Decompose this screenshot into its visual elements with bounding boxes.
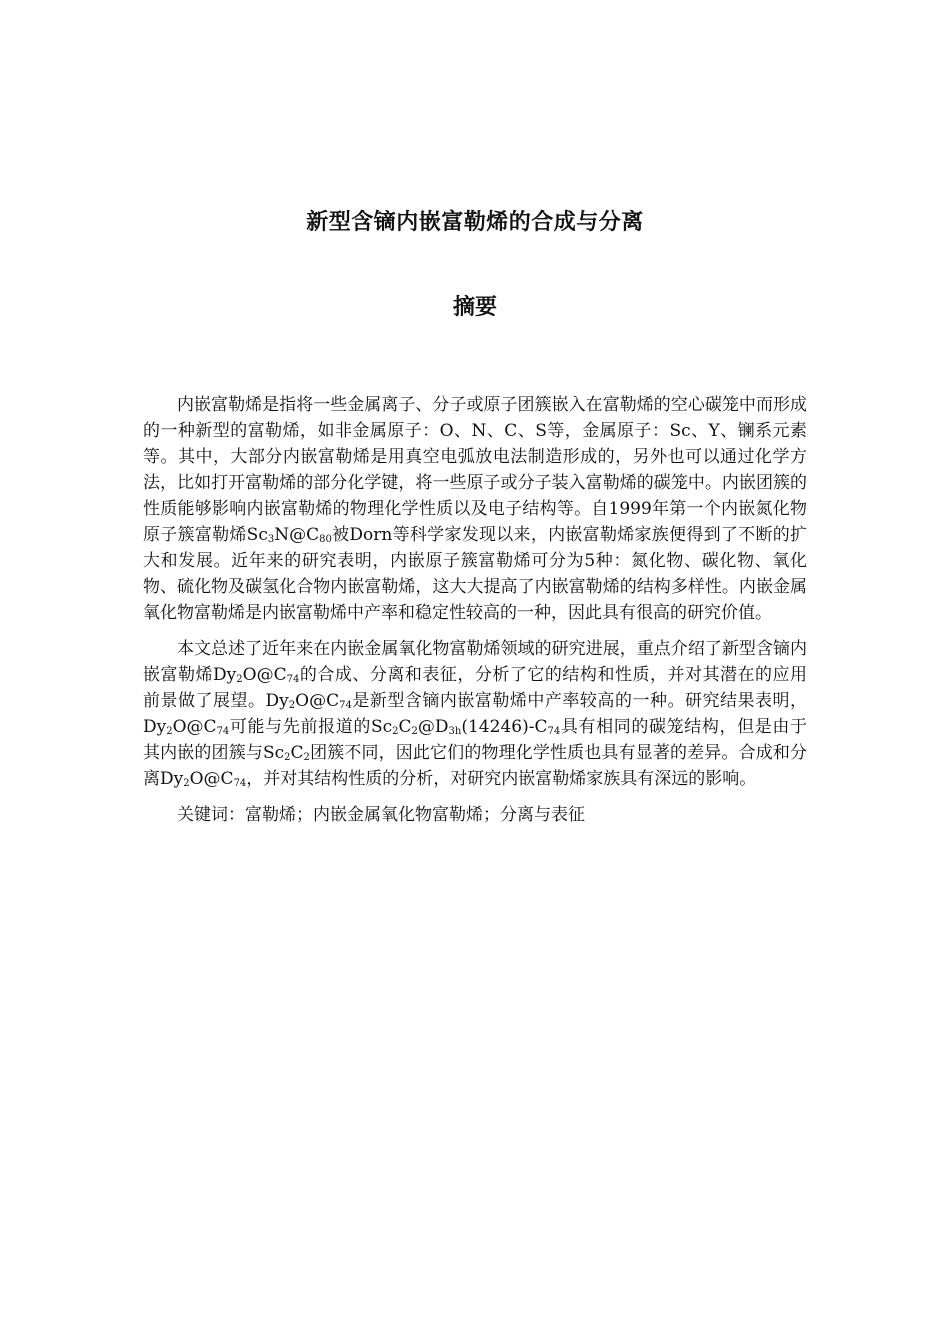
text-span: ，并对其结构性质的分析，对研究内嵌富勒烯家族具有深远的影响。 xyxy=(246,769,757,789)
text-span: 具有相同的碳笼结构，但是由于其内嵌的团簇与 xyxy=(143,717,808,763)
text-span: 可能与先前报道的 xyxy=(229,717,371,737)
text-span: 的合成、分离和表征，分析了它的结构和性质，并对其潜在的应用前景做了展望。 xyxy=(143,665,808,711)
abstract-heading: 摘要 xyxy=(452,294,497,320)
abstract-body xyxy=(143,392,807,828)
formula-dy2o-c74: $Dy_2O@C_{74}$ xyxy=(213,665,300,685)
abstract-paragraph-2 xyxy=(143,636,807,792)
formula-dy2o-c74: $Dy_2O@C_{74}$ xyxy=(160,769,247,789)
document-title: 新型含镝内嵌富勒烯的合成与分离 xyxy=(306,209,644,235)
text-span: 本文总述了近年来在内嵌金属氧化物富勒烯领域的研究进展，重点介绍了新型含镝内嵌富勒烯 xyxy=(143,639,807,685)
formula-sc3n-c80: $Sc_3N@C_{80}$ xyxy=(246,525,332,545)
text-span: 团簇不同，因此它们的物理化学性质也具有显著的差异。合成和分离 xyxy=(143,743,807,789)
formula-dy2o-c74: $Dy_2O@C_{74}$ xyxy=(265,691,352,711)
text-span: 被Dorn等科学家发现以来，内嵌富勒烯家族便得到了不断的扩大和发展。近年来的研究表明，内嵌原子簇富勒烯可分为5种：氮化物、碳化物、氧化物、硫化物及碳氢化合物内嵌富勒烯，这大大提高了内嵌富勒烯的结构多样性。内嵌金属氧化物富勒烯是内嵌富勒烯中产率和稳定性较高的一种，因此具有很高的研究价值。 xyxy=(143,525,807,623)
text-span: 是新型含镝内嵌富勒烯中产率较高的一种。研究结果表明， xyxy=(351,691,808,711)
abstract-paragraph-1 xyxy=(143,392,807,626)
keywords-line: 关键词：富勒烯；内嵌金属氧化物富勒烯；分离与表征 xyxy=(177,805,585,825)
formula-sc2c2: $Sc_2C_2$ xyxy=(262,743,310,763)
formula-c74: $C_{74}$ xyxy=(534,717,561,737)
formula-dy2o-c74: $Dy_2O@C_{74}$ xyxy=(143,717,230,737)
formula-sc2c2-d3h: $Sc_2C_2@D_{3h}(14246)-$ xyxy=(370,717,535,737)
text-span: 内嵌富勒烯是指将一些金属离子、分子或原子团簇嵌入在富勒烯的空心碳笼中而形成的一种新型的富勒烯，如非金属原子：O、N、C、S等，金属原子：Sc、Y、镧系元素等。其中，大部分内嵌富勒烯是用真空电弧放电法制造形成的，另外也可以通过化学方法，比如打开富勒烯的部分化学键，将一些原子或分子装入富勒烯的碳笼中。内嵌团簇的性质能够影响内嵌富勒烯的物理化学性质以及电子结构等。自1999年第一个内嵌氮化物原子簇富勒烯 xyxy=(143,395,807,545)
